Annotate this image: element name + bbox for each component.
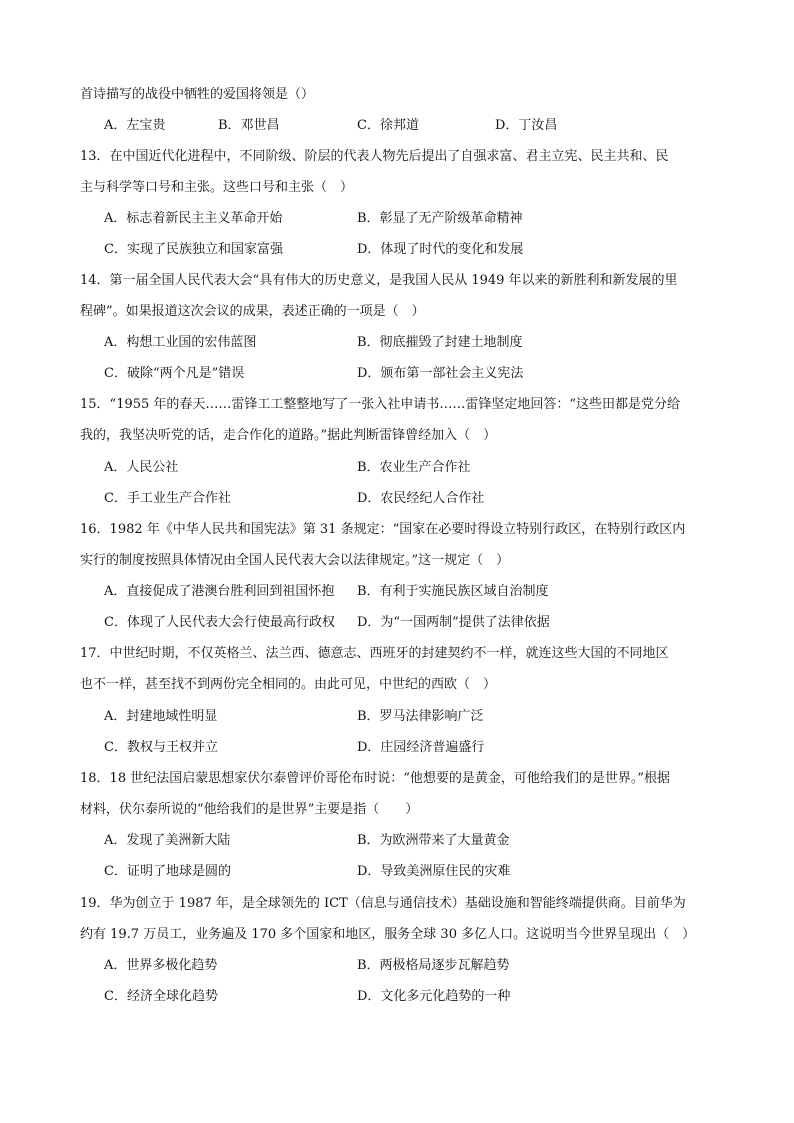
question-14-option-a: A．构想工业国的宏伟蓝图 xyxy=(104,335,257,350)
question-13-stem-line-2: 主与科学等口号和主张。这些口号和主张（ ） xyxy=(80,180,354,195)
question-12-option-b: B．邓世昌 xyxy=(218,118,280,133)
question-17-option-b: B．罗马法律影响广泛 xyxy=(357,709,484,724)
question-18-option-c: C．证明了地球是圆的 xyxy=(104,864,231,879)
question-14-stem-line-1: 14．第一届全国人民代表大会“具有伟大的历史意义，是我国人民从 1949 年以来的新胜利和新发展的里 xyxy=(80,273,678,288)
question-17-option-c: C．教权与王权并立 xyxy=(104,740,218,755)
question-13-option-d: D．体现了时代的变化和发展 xyxy=(357,242,524,257)
question-15-option-b: B．农业生产合作社 xyxy=(357,460,471,475)
question-17-option-a: A．封建地域性明显 xyxy=(104,709,218,724)
question-16-option-d: D．为“一国两制”提供了法律依据 xyxy=(357,615,550,630)
question-15-stem-line-2: 我的，我坚决听党的话，走合作化的道路。”据此判断雷锋曾经加入（ ） xyxy=(80,428,497,443)
question-15-stem-line-1: 15．“1955 年的春天……雷锋工工整整地写了一张入社申请书……雷锋坚定地回答：“这些田都是党分给 xyxy=(80,397,681,412)
question-13-option-c: C．实现了民族独立和国家富强 xyxy=(104,242,283,257)
question-19-option-c: C．经济全球化趋势 xyxy=(104,989,218,1004)
question-17-stem-line-2: 也不一样，甚至找不到两份完全相同的。由此可见，中世纪的西欧（ ） xyxy=(80,677,497,692)
question-18-option-a: A．发现了美洲新大陆 xyxy=(104,833,231,848)
question-19-option-d: D．文化多元化趋势的一种 xyxy=(357,989,511,1004)
question-18-stem-line-2: 材料，伏尔泰所说的“他给我们的是世界”主要是指（ ） xyxy=(80,802,419,817)
question-15-option-c: C．手工业生产合作社 xyxy=(104,491,231,506)
question-19-option-a: A．世界多极化趋势 xyxy=(104,958,218,973)
question-19-stem-line-2: 约有 19.7 万员工，业务遍及 170 多个国家和地区，服务全球 30 多亿人口。这说明当今世界呈现出（ ） xyxy=(80,927,696,942)
question-17-stem-line-1: 17．中世纪时期，不仅英格兰、法兰西、德意志、西班牙的封建契约不一样，就连这些大国的不同地区 xyxy=(80,646,669,661)
question-13-option-a: A．标志着新民主主义革命开始 xyxy=(104,211,283,226)
question-16-option-c: C．体现了人民代表大会行使最高行政权 xyxy=(104,615,335,630)
question-14-option-d: D．颁布第一部社会主义宪法 xyxy=(357,366,524,381)
question-12-option-d: D．丁汝昌 xyxy=(495,118,558,133)
question-16-stem-line-1: 16．1982 年《中华人民共和国宪法》第 31 条规定：“国家在必要时得设立特别行政区，在特别行政区内 xyxy=(80,522,686,537)
question-17-option-d: D．庄园经济普遍盛行 xyxy=(357,740,485,755)
question-13-option-b: B．彰显了无产阶级革命精神 xyxy=(357,211,523,226)
question-19-stem-line-1: 19．华为创立于 1987 年，是全球领先的 ICT（信息与通信技术）基础设施和智能终端提供商。目前华为 xyxy=(80,896,686,911)
question-14-stem-line-2: 程碑”。如果报道这次会议的成果，表述正确的一项是（ ） xyxy=(80,304,425,319)
question-15-option-d: D．农民经纪人合作社 xyxy=(357,491,485,506)
question-16-stem-line-2: 实行的制度按照具体情况由全国人民代表大会以法律规定。”这一规定（ ） xyxy=(80,553,510,568)
question-18-option-b: B．为欧洲带来了大量黄金 xyxy=(357,833,510,848)
question-16-option-b: B．有利于实施民族区域自治制度 xyxy=(357,584,549,599)
question-19-option-b: B．两极格局逐步瓦解趋势 xyxy=(357,958,510,973)
question-13-stem-line-1: 13．在中国近代化进程中，不同阶级、阶层的代表人物先后提出了自强求富、君主立宪、民主共和、民 xyxy=(80,149,669,164)
question-12-option-a: A．左宝贵 xyxy=(104,118,166,133)
question-14-option-b: B．彻底摧毁了封建土地制度 xyxy=(357,335,523,350)
question-18-option-d: D．导致美洲原住民的灾难 xyxy=(357,864,511,879)
question-15-option-a: A．人民公社 xyxy=(104,460,179,475)
question-12-stem-continuation: 首诗描写的战役中牺牲的爱国将领是（） xyxy=(80,87,315,102)
question-14-option-c: C．破除“两个凡是”错误 xyxy=(104,366,245,381)
question-12-option-c: C．徐邦道 xyxy=(357,118,419,133)
question-16-option-a: A．直接促成了港澳台胜利回到祖国怀抱 xyxy=(104,584,335,599)
question-18-stem-line-1: 18．18 世纪法国启蒙思想家伏尔泰曾评价哥伦布时说：“他想要的是黄金，可他给我们的是世界。”根据 xyxy=(80,771,671,786)
